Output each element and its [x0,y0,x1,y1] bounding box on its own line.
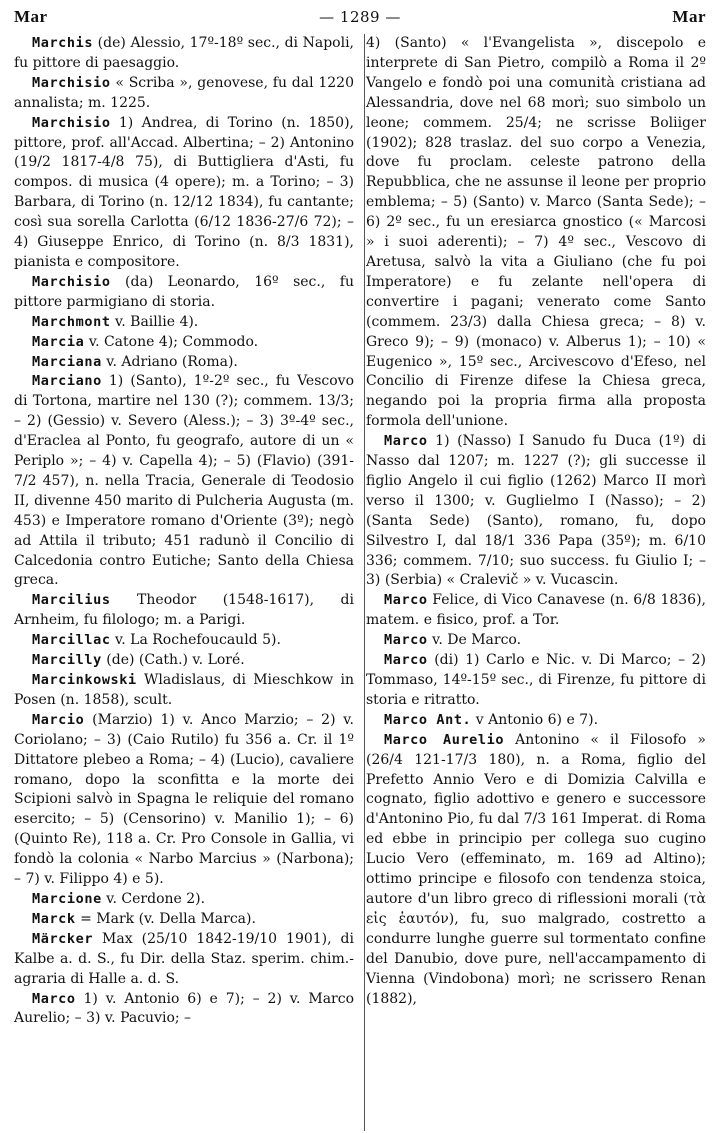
entry-headword: Marco [384,652,428,669]
dictionary-entry [14,671,354,711]
entry-text: (de) Alessio, 17º-18º sec., di Napoli, fu pittore di paesaggio. [14,35,354,71]
dictionary-entry [14,591,354,631]
entry-headword: Marco Ant. [384,711,472,728]
dictionary-entry [14,910,354,930]
entry-text: 4) (Santo) « l'Evangelista », discepolo e interprete di San Pietro, compilò a Roma il 2º Vangelo e fondò poi una comunità cristiana ad Alessandria, dove nel 68 morì; suo simbolo un leone; commem. 25/4; ne scrisse Boliiger (1902); 828 traslaz. del suo corpo a Venezia, dove fu proclam. celeste patrono della Repubblica, che ne assunse il leone per proprio emblema; – 5) (Santo) v. Marco (Santa Sede); – 6) 2º sec., fu un eresiarca gnostico (« Marcosi » i suoi aderenti); – 7) 4º sec., Vescovo di Aretusa, salvò la vita a Giuliano (che fu poi Imperatore) e fu zelante nell'opera di convertire i pagani; venerato come Santo (commem. 23/3) dalla Chiesa greca; – 8) v. Greco 9); – 9) (monaco) v. Alberus 1); – 10) « Eugenico », 15º sec., Arcivescovo d'Efeso, nel Concilio di Firenze difese la Chiesa greca, negando poi la propria firma alla proposta formola dell'unione. [366,35,706,430]
page-header [14,0,706,34]
entry-text: Wladislaus, di Mieschkow in Posen (n. 1858), scult. [14,672,354,708]
entry-text: (Marzio) 1) v. Anco Marzio; – 2) v. Coriolano; – 3) (Caio Rutilo) fu 356 a. Cr. il 1º Dittatore plebeo a Roma; – 4) (Lucio), cavaliere romano, dopo la sconfitta e la morte dei Scipioni salvò in Spagna le reliquie del romano esercito; – 5) (Censorino) v. Manilio 1); – 6) (Quinto Re), 118 a. Cr. Pro Console in Gallia, vi fondò la colonia « Narbo Marcius » (Narbona); – 7) v. Filippo 4) e 5). [14,711,354,888]
dictionary-entry [366,711,706,731]
entry-headword: Marco [384,632,428,649]
entry-text: 1) Andrea, di Torino (n. 1850), pittore, prof. all'Accad. Albertina; – 2) Antonino (19/2 1817-4/8 75), di Buttigliera d'Asti, fu compos. di musica (4 opere); m. a Torino; – 3) Barbara, di Torino (n. 12/12 1834), fu cantante; così sua sorella Carlotta (6/12 1836-27/6 72); – 4) Giuseppe Enrico, di Torino (n. 8/3 1831), pianista e compositore. [14,114,354,270]
entry-text: (da) Leonardo, 16º sec., fu pittore parmigiano di storia. [14,273,354,310]
entry-headword: Marchisio [32,74,111,91]
dictionary-entry [14,372,354,591]
entry-headword: Märcker [32,930,94,947]
entry-text: v. Baillie 4). [110,313,199,330]
dictionary-entry [14,333,354,353]
entry-headword: Marcillac [32,632,111,649]
dictionary-entry [14,353,354,373]
left-column [14,34,354,1029]
entry-text: Theodor (1548-1617), di Arnheim, fu filologo; m. a Parigi. [14,592,354,629]
columns [14,34,706,1029]
dictionary-entry [366,591,706,631]
entry-text: Felice, di Vico Canavese (n. 6/8 1836), matem. e fisico, prof. a Tor. [366,592,706,629]
dictionary-entry [366,432,706,591]
dictionary-entry [14,930,354,990]
entry-headword: Marcilly [32,652,102,669]
dictionary-entry [366,631,706,651]
entry-headword: Marcione [32,890,102,907]
entry-text: v Antonio 6) e 7). [471,711,599,728]
entry-headword: Marco [384,433,428,450]
entry-headword: Marco [384,592,428,609]
dictionary-entry [366,34,706,432]
entry-headword: Marciano [32,373,102,390]
dictionary-entry [14,651,354,671]
entry-text: « Scriba », genovese, fu dal 1220 annalista; m. 1225. [14,74,354,111]
dictionary-entry [14,34,354,74]
entry-headword: Marchisio [32,114,111,131]
column-divider [364,34,365,1131]
dictionary-entry [14,890,354,910]
dictionary-entry [14,74,354,114]
running-head-right: Mar [672,7,706,26]
entry-text: 1) (Santo), 1º-2º sec., fu Vescovo di Tortona, martire nel 130 (?); commem. 13/3; – 2) (Gessio) v. Severo (Aless.); – 3) 3º-4º sec., d'Eraclea al Ponto, fu geografo, autore di un « Periplo »; – 4) v. Capella 4); – 5) (Flavio) (391-7/2 457), n. nella Tracia, Generale di Teodosio II, divenne 450 marito di Pulcheria Augusta (m. 453) e Imperatore romano d'Oriente (3º); negò ad Attila il tributo; 451 radunò il Concilio di Calcedonia contro Eutiche; Santo della Chiesa greca. [14,373,354,589]
entry-headword: Marcia [32,333,85,350]
dictionary-entry [14,711,354,890]
dictionary-entry [14,990,354,1030]
entry-text: v. Adriano (Roma). [101,353,238,370]
entry-headword: Marcio [32,711,85,728]
dictionary-entry [366,731,706,1010]
entry-headword: Marchmont [32,313,111,330]
entry-headword: Marchis [32,35,94,51]
entry-text: 1) v. Antonio 6) e 7); – 2) v. Marco Aurelio; – 3) v. Pacuvio; – [14,990,354,1027]
entry-text: (di) 1) Carlo e Nic. v. Di Marco; – 2) Tommaso, 14º-15º sec., di Firenze, fu pittore di storia e ritratto. [366,652,706,708]
entry-headword: Marco [32,990,76,1007]
dictionary-entry [14,114,354,273]
entry-headword: Marcinkowski [32,672,137,688]
entry-text: v. La Rochefoucauld 5). [110,632,281,649]
page-number: — 1289 — [319,8,401,26]
running-head-left: Mar [14,7,48,26]
entry-text: v. De Marco. [427,632,522,649]
dictionary-entry [14,313,354,333]
right-column [366,34,706,1029]
entry-text: Antonino « il Filosofo » (26/4 121-17/3 180), n. a Roma, figlio del Prefetto Annio Vero e di Domizia Calvilla e cognato, figlio adottivo e genero e successore d'Antonino Pio, fu dal 7/3 161 Imperat. di Roma ed ebbe in principio per collega suo cugino Lucio Vero (effeminato, m. 169 ad Altino); ottimo principe e filosofo con tendenza stoica, autore d'un libro greco di riflessioni morali (τὰ εἰς ἑαυτόν), fu, suo malgrado, costretto a condurre lunghe guerre sul tormentato confine del Danubio, dove pure, nell'accampamento di Vienna (Vindobona) morì; ne scrissero Renan (1882), [366,731,706,1007]
entry-text: Max (25/10 1842-19/10 1901), di Kalbe a. d. S., fu Dir. della Staz. sperim. chim.-agraria di Halle a. d. S. [14,930,354,987]
dictionary-entry [14,631,354,651]
entry-text: v. Catone 4); Commodo. [84,333,259,350]
entry-headword: Marco Aurelio [384,731,505,748]
entry-headword: Marck [32,910,76,927]
dictionary-entry [14,273,354,313]
entry-headword: Marcilius [32,592,111,609]
entry-headword: Marchisio [32,273,111,290]
entry-headword: Marciana [32,353,102,370]
entry-text: 1) (Nasso) I Sanudo fu Duca (1º) di Nasso dal 1207; m. 1227 (?); gli successe il figlio Angelo il cui figlio (1262) Marco II morì verso il 1300; v. Guglielmo I (Nasso); – 2) (Santa Sede) (Santo), romano, fu, dopo Silvestro I, dal 18/1 336 Papa (35º); m. 6/10 336; commem. 7/10; suo success. fu Giulio I; – 3) (Serbia) « Cralevič » v. Vucascin. [366,433,706,589]
entry-text: (de) (Cath.) v. Loré. [101,652,245,669]
entry-text: = Mark (v. Della Marca). [75,910,256,927]
dictionary-entry [366,651,706,711]
entry-text: v. Cerdone 2). [101,890,206,907]
